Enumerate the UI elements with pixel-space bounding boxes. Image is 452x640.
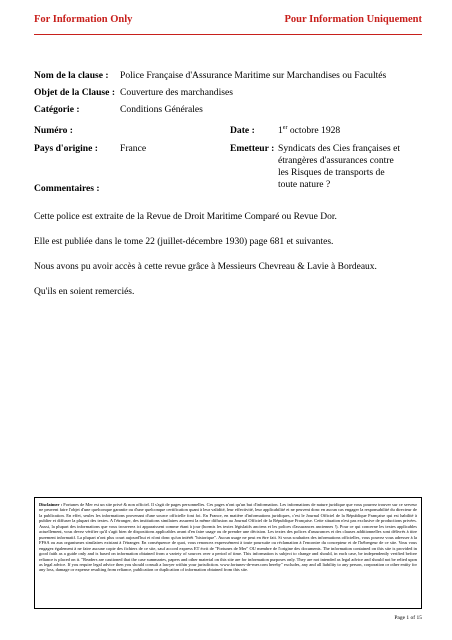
commentaires-label: Commentaires :	[34, 183, 100, 194]
header-right: Pour Information Uniquement	[284, 14, 422, 25]
body-paragraph-4: Qu'ils en soient remerciés.	[34, 287, 135, 297]
date-rest: octobre 1928	[287, 125, 341, 136]
pays-label: Pays d'origine :	[34, 143, 98, 154]
field-nom	[34, 70, 434, 83]
emetteur-line-1: Syndicats des Cies françaises et	[278, 143, 401, 154]
disclaimer-box	[34, 497, 422, 609]
pays-value: France	[120, 143, 147, 154]
header-rule	[34, 34, 422, 35]
emetteur-line-3: les Risques de transports de	[278, 167, 385, 178]
date-label: Date :	[230, 125, 255, 136]
field-commentaires	[34, 183, 234, 196]
body-paragraph-2: Elle est publiée dans le tome 22 (juillet-décembre 1930) page 681 et suivantes.	[34, 237, 334, 247]
body-paragraph-1: Cette police est extraite de la Revue de Droit Maritime Comparé ou Revue Dor.	[34, 212, 337, 222]
page-number: Page 1 of 15	[394, 615, 422, 621]
categorie-label: Catégorie :	[34, 104, 80, 115]
field-numero-date	[34, 125, 434, 138]
emetteur-line-4: toute nature ?	[278, 179, 331, 190]
objet-value: Couverture des marchandises	[120, 87, 233, 98]
body-paragraph-3: Nous avons pu avoir accès à cette revue grâce à Messieurs Chevreau & Lavie à Bordeaux.	[34, 262, 377, 272]
disclaimer-label: Disclaimer :	[39, 502, 63, 507]
date-sup: er	[282, 124, 288, 131]
date-day: 1	[278, 125, 283, 136]
numero-label: Numéro :	[34, 125, 73, 136]
categorie-value: Conditions Générales	[120, 104, 203, 115]
date-value	[278, 125, 340, 137]
nom-value: Police Française d'Assurance Maritime sur Marchandises ou Facultés	[120, 70, 387, 81]
page-header	[34, 14, 422, 30]
disclaimer-text-en: The information contained on this site is provided in good faith as a guide only and is based on information obtained from a variety of sources over a period of time. This information is subject to change and should, in each case, be independently verified before reliance is placed on it. "Readers are cautioned that the case summaries, papers and other material on this site are for information purposes only. They are not intended as legal advice and should not be relied upon as legal advice. If you require legal advice then you should consult a lawyer within your jurisdiction. www.fortunes-de-mer.com hereby" excludes, any and all liability to any person, corporation or other entity for any loss, damage or expense resulting from reliance, publication or duplication of information obtained from this site.	[39, 545, 417, 573]
emetteur-line-2: étrangères d'assurances contre	[278, 155, 394, 166]
emetteur-label: Emetteur :	[230, 143, 275, 154]
field-objet	[34, 87, 434, 100]
nom-label: Nom de la clause :	[34, 70, 109, 81]
field-categorie	[34, 104, 434, 117]
objet-label: Objet de la Clause :	[34, 87, 116, 98]
header-left: For Information Only	[34, 14, 133, 25]
disclaimer-text-fr: Fortunes de Mer est un site privé & non officiel. Il s'agit de pages personnelles. Ces pages n'ont qu'un but d'information. Les informations de nature juridique que vous pourrez trouver sur ce serveur ne peuvent faire l'objet d'une quelconque garantie ou d'une quelconque certification quant à leur validité, leur effectivité, leur applicabilité et ne peuvent donc en aucun cas engager la responsabilité du directeur de la publication. En effet, seules les informations provenant d'une source officielle font foi. En France, en matière d'informations juridiques, c'est le Journal Officiel de la République Française qui est habilité à publier et diffuser la plupart des textes. A l'étranger, des institutions similaires assurent la même diffusion au Journal Officiel de la République Française. Cette situation n'est pas exclusive de productions privées. Aussi, la plupart des informations que vous trouverez ici apparaissent comme étant à jour (hormis les textes législatifs anciens et les polices d'assurances anciennes !). Pour ce qui concerne les textes applicables actuellement, vous devez vérifier qu'il s'agit bien de dispositions applicables avant d'en faire usage ou de prendre une décision. Les textes des polices d'assurances et des clauses additionnelles sont délivrés à titre purement informatif. La plupart n'ont plus court aujourd'hui et n'ont donc qu'un intérêt "historique". Aucun usage ne peut en être fait. Si vous souhaitez des informations officielles, vous pouvez vous adresser à la FFSA ou aux organismes similaires existant à l'étranger. En conséquence de quoi, vous renoncez expressément à toute poursuite ou réclamation à l'encontre du concepteur et de l'hébergeur de ce site. Vous vous engagez également à ne faire aucune copie des fichiers de ce site, sauf accord express ET écrit de "Fortunes de Mer" OU membre de l'origine des documents.	[39, 502, 417, 551]
